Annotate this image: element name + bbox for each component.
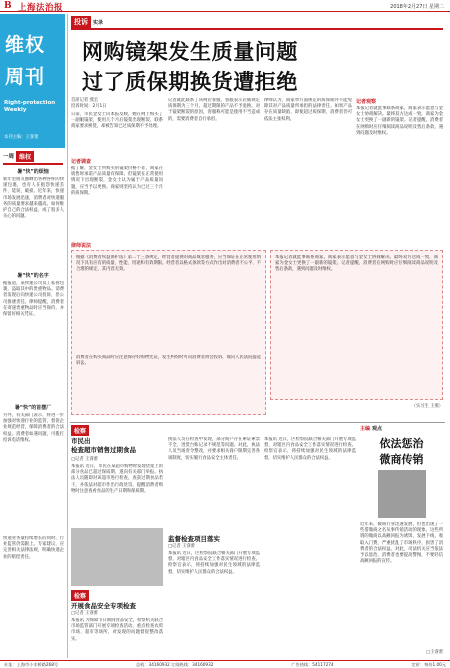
feature-byline-2: 投诉时间：2月1日 (71, 104, 107, 109)
section2-label: 检察 (71, 425, 89, 436)
footer-address: 社址：上海市小木桥路268号 (4, 662, 59, 667)
feature-footer-note: （实习生 王燕） (411, 404, 443, 409)
section2-col2-body2: 本报讯 近日，区检察院联合相关部门开展专项监督，对辖区内食品安全工作落实情况进行检查。检察官表示，将持续加强对民生领域的法律监督，切实维护人民群众的合法权益。 (168, 551, 260, 575)
opinion-title-2: 微商传销 (379, 453, 424, 466)
column-divider (3, 163, 63, 165)
opinion-tag (360, 425, 382, 432)
author-photo (378, 470, 426, 518)
law-box (71, 250, 266, 415)
article2-body: 本报讯 为保障节日期间食品安全，检察机关联合市场监管部门开展专项检查活动，重点检查农贸市场、超市等场所，对发现的问题督促整改落实。 (71, 618, 163, 642)
feature-body-col2: 记者就此联系了该网店客服，客服表示店铺规定质保期为三个月，超过期限的产品不予退换。对于镜架断裂的原因，客服称可能是使用不当造成的，需要消费者自行承担。 (168, 98, 260, 122)
sidebar-divider (67, 14, 68, 658)
headline-line1: 网购镜架发生质量问题 (82, 40, 298, 64)
sidebar-body-2: 据报道，某快递公司员工私拆包裹，盗取其中的贵重物品。消费者发现后向快递公司投诉，但公司推诿责任。律师提醒，消费者在寄递贵重物品时应当保价，并保留好相关凭证。 (3, 281, 64, 318)
column-label (3, 150, 65, 162)
date-line: 2018年2月27日 星期二 (390, 4, 444, 10)
sidebar-body-3: 另外，有关部门表示，将进一步加强对快递行业的监管，督促企业规范经营，保障消费者的合法权益。消费者如遇问题，可拨打投诉电话维权。 (3, 413, 64, 443)
opinion-byline: □王睿蕾 (426, 650, 443, 655)
opinion-tag-label: 主编 (360, 426, 371, 432)
section2-col2-byline: □记者 王睿蕾 (168, 544, 195, 549)
footer-price: 定价：每份1.00元 (411, 662, 446, 667)
feature-tag (71, 16, 103, 28)
feature-byline-1: 首席记者 燕宏 (71, 98, 99, 103)
article2-byline: □记者 王睿蕾 (71, 611, 98, 616)
article1-byline: □记者 王睿蕾 (71, 457, 98, 462)
sidebar-heading-3: 暑“快”的首摆厂 (14, 405, 52, 411)
sidebar-heading-1: 暑“快”的烦恼 (17, 169, 49, 175)
info-box-text: 本报记者就此事联系商家，商家表示愿意与金女士协商解决。最终双方达成一致，商家为金女士更换了一副新的镜架。记者提醒，消费者在网购时应仔细阅读商品说明及售后条款，遇到问题及时维权。 (275, 255, 438, 273)
section2-col2-sub: 监督检查项目落实 (168, 535, 220, 543)
feature-body-col1: 据了解，金女士所购买的镜架价格不菲，商家在销售时承诺产品质量有保障。但镜架在正常使用情况下出现断裂，金女士认为属于产品质量问题，应当予以更换。商家则坚持认为已过三个月的质保期。 (71, 166, 163, 196)
article1-title: 市民出 检查超市销售过期食品 (71, 437, 136, 454)
section2-col3-body: 本报讯 近日，区检察院联合相关部门开展专项监督，对辖区内食品安全工作落实情况进行检查。检察官表示，将持续加强对民生领域的法律监督，切实维护人民群众的合法权益。 (264, 437, 356, 461)
sidebar-title-line1: 维权 (5, 34, 46, 56)
paper-logo-mark: B (4, 1, 12, 11)
article2-title: 开展食品安全专项检查 (71, 602, 136, 610)
sidebar-subtitle: Right-protection Weekly (4, 100, 56, 113)
opinion-title-1: 依法惩治 (379, 437, 424, 450)
sidebar-heading-2: 暑“快”的名字 (17, 273, 49, 279)
article2-label: 检察 (71, 590, 89, 601)
opinion-body: 近年来，微商行业迅速发展，但也出现了一些借微商之名从事传销活动的现象。这些所谓的微商以高额回报为诱饵，发展下线，收取入门费，严重扰乱了市场秩序，损害了消费者的合法权益。对此，司法机关应当依法予以惩治，消费者也要提高警惕，不要轻信高额回报的宣传。 (360, 522, 443, 565)
section2-col2-body: 执法人员在检查中发现，部分商户存在索证索票不全、进货台账记录不规范等问题。对此，执法人员当场责令整改，并要求相关商户限期完善各项制度，切实履行食品安全主体责任。 (168, 437, 260, 461)
info-box (270, 250, 443, 400)
sidebar-editor: 本刊主编：王睿蕾 (4, 135, 39, 140)
sidebar-title-line2: 周刊 (5, 66, 46, 88)
footer (0, 660, 450, 668)
column-label-tag: 维权 (16, 151, 34, 162)
sidebar-body-4: 快递业务量持续增长的同时，行业监管仍需跟上。专家建议，应完善相关法律法规，明确快递企业的赔偿责任。 (3, 536, 64, 560)
feature-subhead-1: 记者调查 (71, 159, 92, 165)
feature-body-col3: 律师认为，商家单方面规定的质保期并不能免除其对产品质量所承担的法律责任。如果产品存在质量缺陷，即使超过质保期，消费者仍可依法主张权利。 (264, 98, 352, 122)
article1-photo (71, 528, 163, 586)
paper-name: 上海法治报 (18, 3, 64, 13)
feature-intro: 日前，市民金女士向本报反映，她在网上购买了一副眼镜架，使用几个月后镜架出现断裂，联系商家要求换货，却被告知已过质保期不予处理。 (71, 112, 163, 130)
law-box-text-2: 消费者在购买商品时应注意保存好购物凭证，发生纠纷时可向消费者协会投诉，或向人民法院提起诉讼。 (76, 355, 261, 367)
feature-subhead-3: 记者观察 (356, 99, 377, 105)
sidebar-body-1: 新年里朋友圈晒出各种各样的快递包裹，也有人在抱怨快递丢件、延误、破损。近年来，快递市场发展迅速，消费者对快递服务的质量要求越来越高。如何维护自己的合法权益，成了很多人关心的问题。 (3, 177, 64, 220)
feature-body-right: 本报记者就此事联系商家，商家表示愿意与金女士协商解决。最终双方达成一致，商家为金女士更换了一副新的镜架。记者提醒，消费者在网购时应仔细阅读商品说明及售后条款，遇到问题及时维权。 (356, 106, 443, 136)
footer-phone: 总机：34160932 订阅热线：34160932 (135, 662, 214, 667)
feature-top-rule (71, 28, 443, 30)
feature-subhead-2: 律师说法 (71, 243, 92, 249)
masthead (0, 0, 450, 12)
section2-rule (70, 422, 445, 423)
headline-line2: 过了质保期换货遭拒绝 (82, 70, 298, 94)
opinion-tag-suffix: 观点 (372, 426, 383, 432)
feature-tag-label: 投诉 (71, 16, 91, 28)
feature-tag-suffix: 实录 (93, 19, 104, 26)
column-label-prefix: 一周 (3, 154, 15, 160)
article1-body: 本报讯 近日，市民在某超市购物时发现货架上的部分食品已超过保质期，遂向有关部门举报。执法人员随即对该超市进行检查，查获过期食品若干，并依法对超市作出行政处罚。提醒消费者购物时注意查看食品的生产日期和保质期。 (71, 464, 163, 494)
law-box-text-1: 根据《消费者权益保护法》第二十三条规定，经营者提供的商品或者服务，应当保证在正常使用情况下具有应有的质量、性能、用途和有效期限。经营者以格式条款等方式作出对消费者不公平、不合理的规定，其内容无效。 (76, 255, 261, 273)
footer-ad: 广告热线：54117274 (291, 662, 334, 667)
